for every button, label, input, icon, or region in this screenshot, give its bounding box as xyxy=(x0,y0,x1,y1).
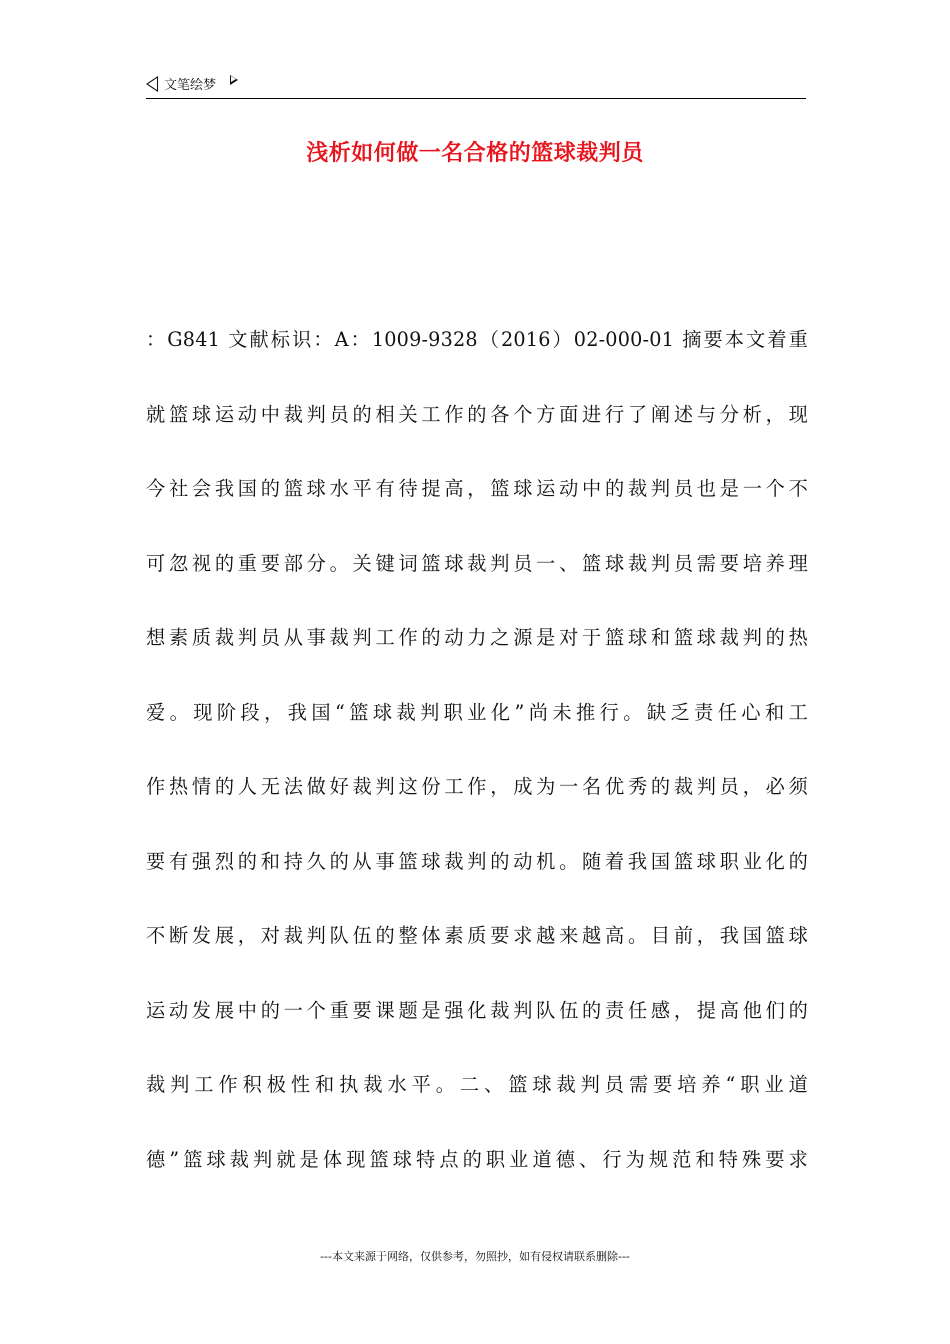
triangle-right-icon xyxy=(230,75,238,85)
body-line: 裁判工作积极性和执裁水平。二、篮球裁判员需要培养“职业道 xyxy=(146,1073,808,1096)
body-line: ：G841 文献标识：A：1009-9328（2016）02-000-01 摘要本文着重 xyxy=(146,328,808,351)
body-line: 不断发展，对裁判队伍的整体素质要求越来越高。目前，我国篮球 xyxy=(146,924,808,947)
body-line: 要有强烈的和持久的从事篮球裁判的动机。随着我国篮球职业化的 xyxy=(146,849,808,873)
triangle-left-icon xyxy=(146,76,158,92)
brand-name: 文笔绘梦 xyxy=(164,78,217,93)
footer-notice: ---本文来源于网络，仅供参考，勿照抄，如有侵权请联系删除--- xyxy=(320,1250,630,1263)
brand xyxy=(146,74,238,93)
body-line: 爱。现阶段，我国“篮球裁判职业化”尚未推行。缺乏责任心和工 xyxy=(146,700,808,724)
body-line: 今社会我国的篮球水平有待提高，篮球运动中的裁判员也是一个不 xyxy=(146,477,808,500)
body-line: 作热情的人无法做好裁判这份工作，成为一名优秀的裁判员，必须 xyxy=(146,775,808,798)
body-line: 想素质裁判员从事裁判工作的动力之源是对于篮球和篮球裁判的热 xyxy=(146,626,808,649)
body-line: 可忽视的重要部分。关键词篮球裁判员一、篮球裁判员需要培养理 xyxy=(146,551,808,575)
body-line: 运动发展中的一个重要课题是强化裁判队伍的责任感，提高他们的 xyxy=(146,998,808,1022)
page-header xyxy=(146,72,806,99)
body-line: 德”篮球裁判就是体现篮球特点的职业道德、行为规范和特殊要求 xyxy=(146,1147,808,1171)
body-line: 就篮球运动中裁判员的相关工作的各个方面进行了阐述与分析，现 xyxy=(146,402,808,426)
document-body xyxy=(146,322,808,1216)
document-title: 浅析如何做一名合格的篮球裁判员 xyxy=(306,141,644,166)
